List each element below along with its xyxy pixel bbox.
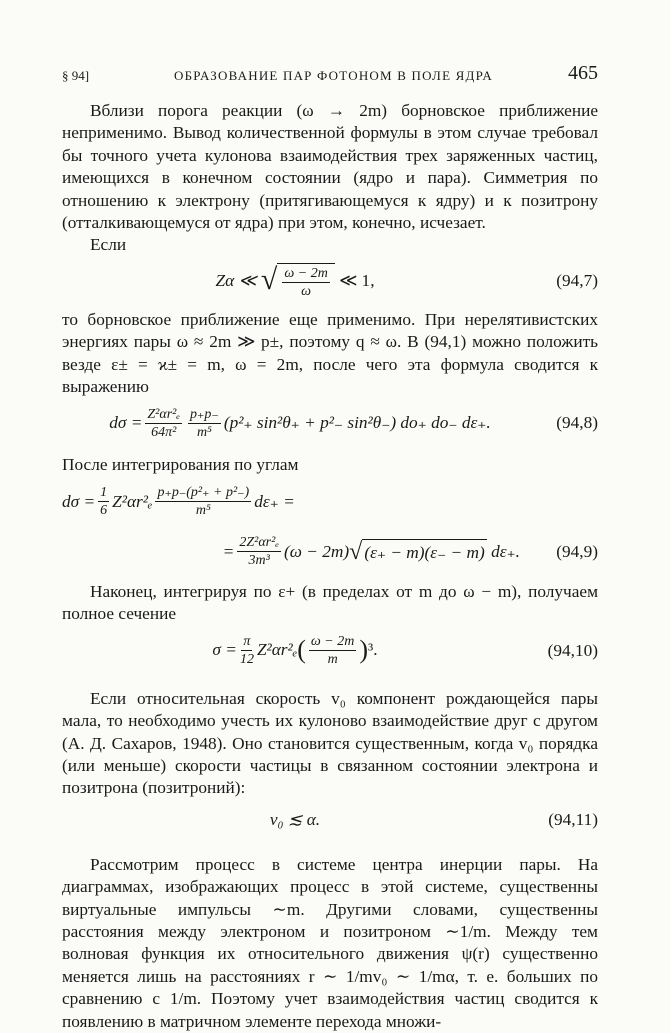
equation-label: (94,8) <box>556 413 598 433</box>
running-header <box>62 62 598 92</box>
equation-label: (94,11) <box>548 809 598 829</box>
equation-label: (94,7) <box>556 270 598 290</box>
paragraph: Вблизи порога реакции (ω → 2m) борновское приближение неприменимо. Вывод количественной формулы в этом случае требовал бы точного учета кулонова взаимодействия трех заряженных частиц, имеющихся в конечном состоянии (ядро и пара). Симметрия по отношению к электрону (притягивающемуся к ядру) и к позитрону (отталкивающемуся от ядра) при этом, конечно, исчезает. <box>62 101 598 233</box>
equation-label: (94,10) <box>547 640 598 660</box>
page-body <box>62 100 598 1033</box>
paragraph: Если <box>90 235 127 255</box>
equation-94-11 <box>62 800 598 840</box>
fraction: $\frac{\pi}{12}$ <box>239 634 254 668</box>
equation-94-7 <box>62 257 598 305</box>
fraction: $\frac{1}{6}$ <box>100 485 108 519</box>
paragraph: Рассмотрим процесс в системе центра инерции пары. На диаграммах, изображающих процесс в этой системе, существенны виртуальные импульсы ∼m. Другими словами, существенны расстояния между электроном и позитроном ∼1/m. Между тем волновая функция их относительного движения ψ(r) существенно меняется лишь на расстояниях r ∼ 1/mv₀ ∼ 1/mα, т. е. больших по сравнению с 1/m. Поэтому учет взаимодействия частиц сводится к появлению в матричном элементе перехода множи- <box>62 854 598 1031</box>
paragraph: то борновское приближение еще применимо. При нерелятивистских энергиях пары ω ≈ 2m ≫ p±, поэтому q ≈ ω. В (94,1) можно положить везде ε± = ϰ± = m, ω = 2m, после чего эта формула сводится к выражению <box>62 309 598 397</box>
page-number: 465 <box>568 62 598 84</box>
fraction: $\frac{p_+p_-}{\text{m⁵}}$ <box>190 406 219 440</box>
radical-sign: √ <box>260 262 278 296</box>
fraction: $\frac{\text{p₊p₋(p²₊ + p²₋)}}{\text{m⁵}}$ <box>157 485 250 519</box>
eq-rhs: ≪ 1, <box>339 270 375 290</box>
paragraph: После интегрирования по углам <box>62 455 299 475</box>
paragraph: Наконец, интегрируя по ε+ (в пределах от m до ω − m), получаем полное сечение <box>62 581 598 624</box>
fraction: $\frac{\omega - 2m}{\omega}$ <box>284 265 328 299</box>
equation-body: σ = $\frac{\pi}{12}$ Z²αr²ₑ ( $\frac{\omega - 2m}{m}$ ) ³. <box>212 634 378 668</box>
equation-94-8 <box>62 398 598 448</box>
equation-label: (94,9) <box>556 541 598 561</box>
equation-body: = $\frac{\text{2Z²αr²ₑ}}{\text{3m³}}$ (ω − 2m) √ (ε₊ − m)(ε₋ − m) dε₊. <box>222 535 520 569</box>
equation-body: v₀ ≲ α. <box>269 809 321 829</box>
equation-94-9-line1 <box>62 477 598 527</box>
radical-sign: √ <box>349 538 363 565</box>
equation-body: dσ = $\frac{\text{Z²αr²ₑ}}{\text{64π²}}$ $\frac{p_+p_-}{\text{m⁵}}$ (p²₊ sin²θ₊ + p²₋ sin²θ₋) do₊ do₋ dε₊. <box>109 406 491 440</box>
equation-94-9-line2 <box>62 527 598 577</box>
running-title: ОБРАЗОВАНИЕ ПАР ФОТОНОМ В ПОЛЕ ЯДРА <box>174 68 493 83</box>
fraction: $\frac{\text{2Z²αr²ₑ}}{\text{3m³}}$ <box>239 535 279 569</box>
sqrt <box>261 263 335 299</box>
equation-body: dσ = $\frac{1}{6}$ Z²αr²ₑ $\frac{\text{p₊p₋(p²₊ + p²₋)}}{\text{m⁵}}$ dε₊ = <box>62 485 295 519</box>
section-ref: § 94] <box>62 68 90 83</box>
equation-body <box>62 257 528 305</box>
eq-lhs: Zα ≪ <box>215 270 257 290</box>
fraction: $\frac{\text{Z²αr²ₑ}}{\text{64π²}}$ <box>147 406 181 440</box>
paragraph: Если относительная скорость v₀ компонент рождающейся пары мала, то необходимо учесть их кулоново взаимодействие друг с другом (А. Д. Сахаров, 1948). Оно становится существенным, когда v₀ порядка (или меньше) скорости частицы в связанном состоянии электрона и позитрона (позитроний): <box>62 688 598 798</box>
equation-94-10 <box>62 626 598 676</box>
sqrt: √ (ε₊ − m)(ε₋ − m) <box>349 538 485 565</box>
fraction: $\frac{\omega - 2m}{m}$ <box>310 634 355 668</box>
